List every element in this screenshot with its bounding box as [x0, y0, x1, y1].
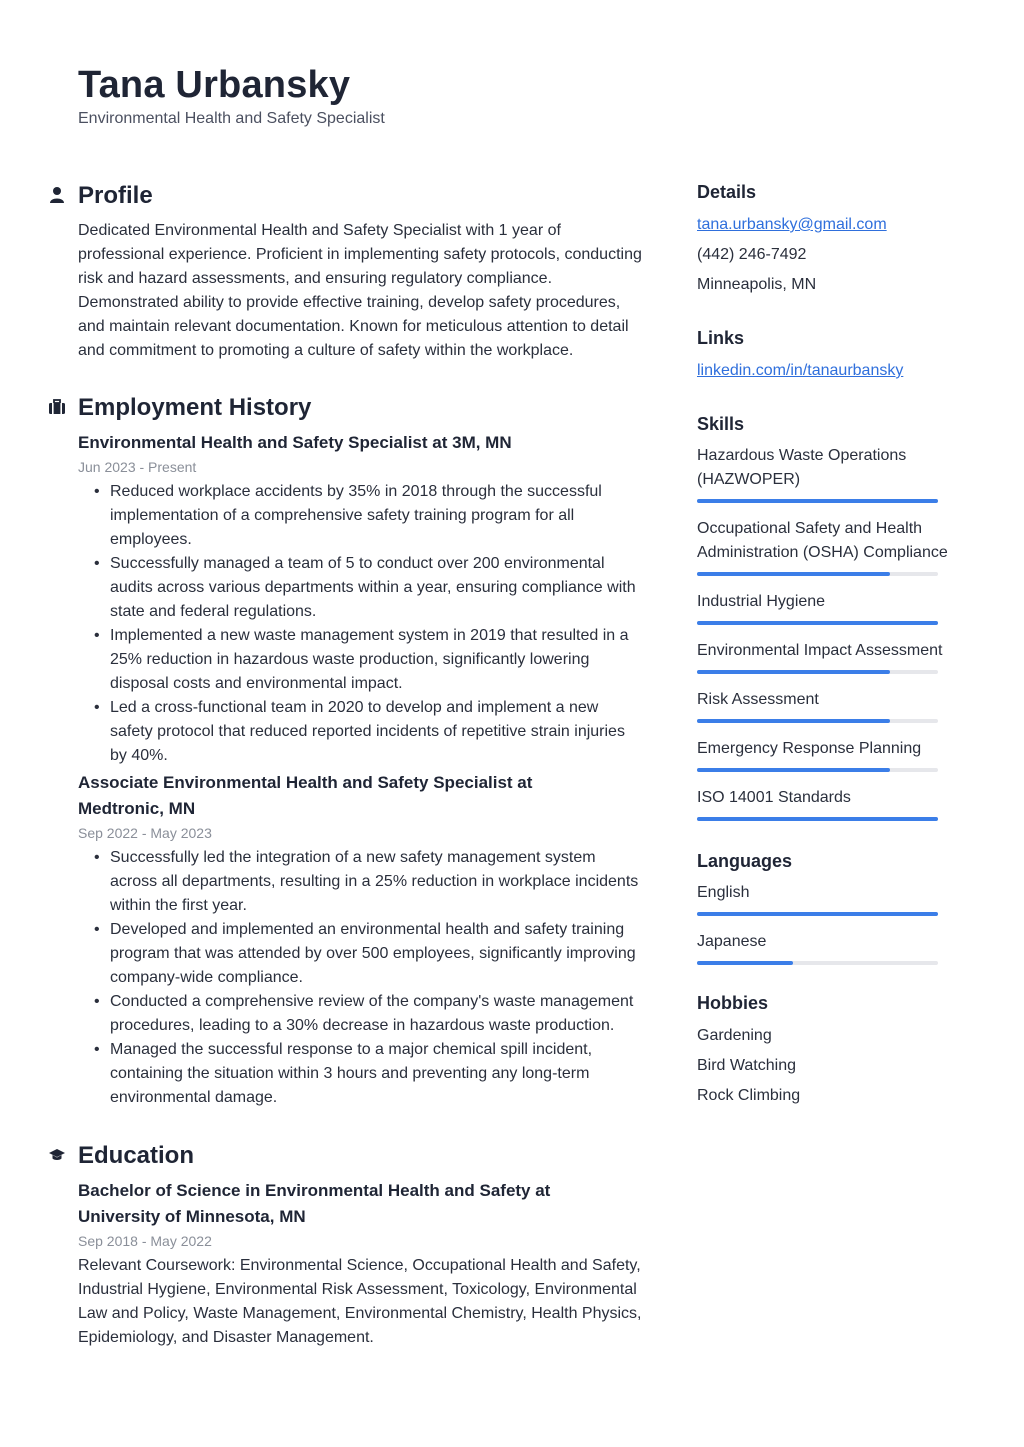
skill: [697, 444, 972, 503]
skill: [697, 737, 972, 772]
language-level-fill: [697, 961, 793, 965]
skill-level-bar: [697, 572, 938, 576]
skill-level-bar: [697, 817, 938, 821]
location-text: Minneapolis, MN: [697, 276, 817, 293]
hobby-item: Bird Watching: [697, 1057, 796, 1074]
job-bullet: • Managed the successful response to a major chemical spill incident, containing the situation within 3 hours and preventing any long-term environmental damage.: [110, 1038, 643, 1110]
job-bullet: • Successfully managed a team of 5 to conduct over 200 environmental audits across various departments within a year, ensuring compliance with state and federal regulations.: [110, 552, 643, 624]
skill-level-fill: [697, 572, 890, 576]
skill-name: Risk Assessment: [697, 691, 819, 708]
hobbies-section: [697, 989, 972, 1111]
job-bullet: • Led a cross-functional team in 2020 to develop and implement a new safety protocol that reduced reported incidents of repetitive strain injuries by 40%.: [110, 696, 643, 768]
degree-dates: Sep 2018 - May 2022: [78, 1233, 212, 1249]
job-bullet: • Reduced workplace accidents by 35% in 2018 through the successful implementation of a comprehensive safety training program for all employees.: [110, 480, 643, 552]
degree-title: Bachelor of Science in Environmental Health and Safety at University of Minnesota, MN: [78, 1181, 551, 1226]
language: [697, 881, 972, 916]
candidate-name: Tana Urbansky: [78, 64, 351, 106]
skill-name: Hazardous Waste Operations (HAZWOPER): [697, 447, 907, 488]
skills-list: [697, 444, 972, 821]
education-heading: Education: [78, 1142, 195, 1169]
skill-level-bar: [697, 768, 938, 772]
skill-level-bar: [697, 670, 938, 674]
job-entry: [78, 430, 643, 768]
skill-level-fill: [697, 621, 938, 625]
skill-name: Occupational Safety and Health Administration (OSHA) Compliance: [697, 520, 948, 561]
details-section: [697, 178, 972, 300]
job-title: Associate Environmental Health and Safety Specialist at Medtronic, MN: [78, 773, 533, 818]
skill-name: Industrial Hygiene: [697, 593, 826, 610]
briefcase-icon: [48, 398, 66, 416]
skill: [697, 590, 972, 625]
linkedin-link[interactable]: linkedin.com/in/tanaurbansky: [697, 362, 904, 379]
employment-heading: Employment History: [78, 394, 312, 421]
language-name: English: [697, 884, 750, 901]
skill-level-fill: [697, 499, 938, 503]
side-column: [697, 178, 972, 1111]
skill-name: ISO 14001 Standards: [697, 789, 851, 806]
education-section: [78, 1138, 643, 1350]
hobby-item: Gardening: [697, 1027, 772, 1044]
skill-name: Emergency Response Planning: [697, 740, 922, 757]
skill: [697, 517, 972, 576]
skill: [697, 639, 972, 674]
languages-list: [697, 881, 972, 965]
job-dates: Jun 2023 - Present: [78, 459, 197, 475]
profile-section: [78, 178, 643, 363]
job-bullets: [78, 480, 643, 768]
job-bullet: • Successfully led the integration of a new safety management system across all departments, resulting in a 25% reduction in workplace incidents within the first year.: [110, 846, 643, 918]
profile-heading: Profile: [78, 182, 153, 209]
hobby-item: Rock Climbing: [697, 1087, 801, 1104]
languages-heading: Languages: [697, 851, 793, 871]
person-icon: [48, 186, 66, 204]
language-name: Japanese: [697, 933, 767, 950]
profile-summary: Dedicated Environmental Health and Safety Specialist with 1 year of professional experience. Proficient in implementing safety protocols, conducting risk and hazard assessments, and ensuring regulatory compliance. Demonstrated ability to provide effective training, develop safety procedures, and maintain relevant documentation. Known for meticulous attention to detail and commitment to promoting a culture of safety within the workplace.: [78, 222, 642, 359]
coursework-text: Relevant Coursework: Environmental Science, Occupational Health and Safety, Industrial Hygiene, Environmental Risk Assessment, Toxicology, Environmental Law and Policy, Waste Management, Environmental Chemistry, Health Physics, Epidemiology, and Disaster Management.: [78, 1257, 642, 1346]
language: [697, 930, 972, 965]
job-bullet: • Implemented a new waste management system in 2019 that resulted in a 25% reduction in hazardous waste production, significantly lowering disposal costs and environmental impact.: [110, 624, 643, 696]
phone-number: (442) 246-7492: [697, 246, 807, 263]
language-level-bar: [697, 961, 938, 965]
skill-level-fill: [697, 719, 890, 723]
job-bullet: • Conducted a comprehensive review of the company's waste management procedures, leading to a 30% decrease in hazardous waste production.: [110, 990, 643, 1038]
job-dates: Sep 2022 - May 2023: [78, 825, 212, 841]
skill: [697, 786, 972, 821]
hobbies-list: [697, 1021, 972, 1111]
skills-section: [697, 410, 972, 821]
skill-level-fill: [697, 768, 890, 772]
graduation-cap-icon: [48, 1146, 66, 1164]
skill-level-bar: [697, 621, 938, 625]
job-title: Environmental Health and Safety Specialist at 3M, MN: [78, 433, 512, 452]
employment-section: [78, 390, 643, 1110]
skill-level-fill: [697, 670, 890, 674]
links-heading: Links: [697, 328, 745, 348]
skill: [697, 688, 972, 723]
details-heading: Details: [697, 182, 757, 202]
language-level-fill: [697, 912, 938, 916]
resume-header: [78, 62, 385, 130]
candidate-title: Environmental Health and Safety Specialist: [78, 110, 385, 127]
links-section: [697, 324, 972, 386]
job-bullet: • Developed and implemented an environmental health and safety training program that was attended by over 500 employees, significantly improving company-wide compliance.: [110, 918, 643, 990]
languages-section: [697, 847, 972, 965]
job-bullets: [78, 846, 643, 1110]
skill-level-bar: [697, 499, 938, 503]
skill-level-fill: [697, 817, 938, 821]
skills-heading: Skills: [697, 414, 745, 434]
language-level-bar: [697, 912, 938, 916]
skill-name: Environmental Impact Assessment: [697, 642, 943, 659]
skill-level-bar: [697, 719, 938, 723]
job-entry: [78, 770, 643, 1110]
hobbies-heading: Hobbies: [697, 993, 769, 1013]
main-column: [78, 178, 643, 1350]
email-link[interactable]: tana.urbansky@gmail.com: [697, 216, 887, 233]
